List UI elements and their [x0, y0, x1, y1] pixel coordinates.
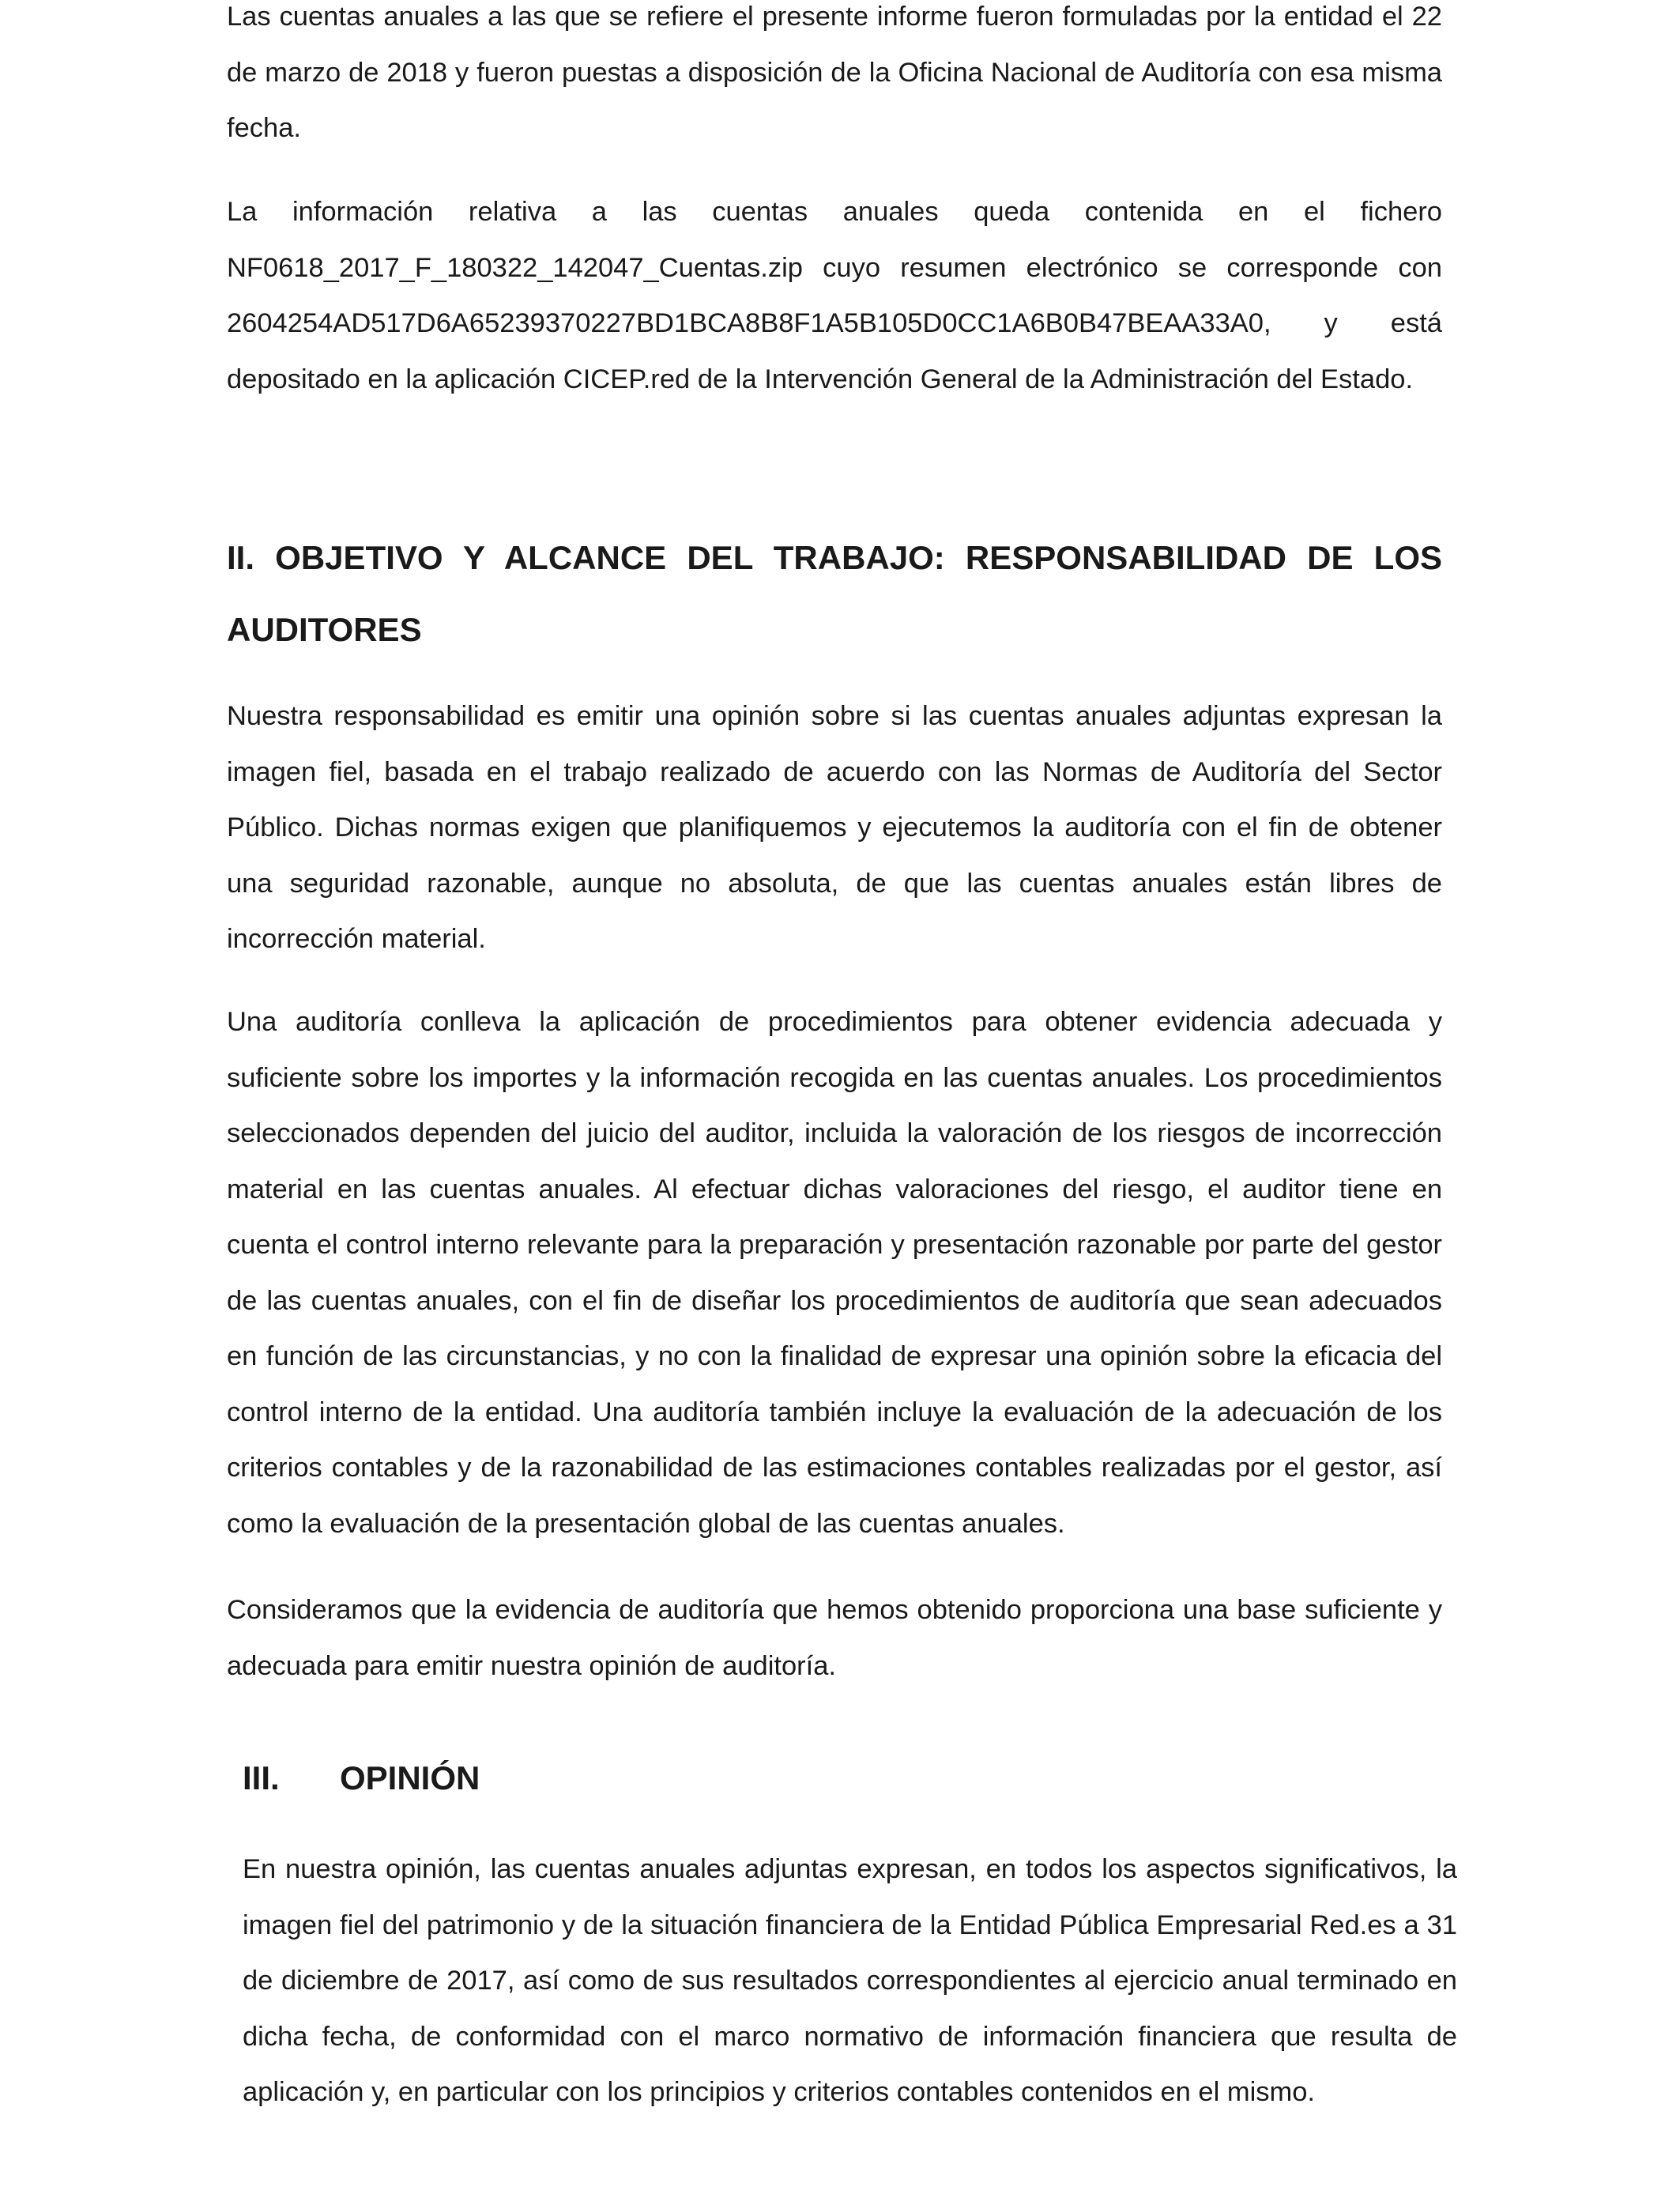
intro-paragraph-file-info: La información relativa a las cuentas anuales queda contenida en el fichero NF0618_2017_F_180322_142047_Cuentas.zip cuyo resumen electrónico se corresponde con 2604254AD517D6A65239370227BD1BCA8B8F1A5B105D0CC1A6B0B47BEAA33A0, y está depositado en la aplicación CICEP.red de la Intervención General de la Administración del Estado.	[227, 197, 1442, 394]
section-2-paragraph-procedures: Una auditoría conlleva la aplicación de procedimientos para obtener evidencia adecuada y suficiente sobre los importes y la información recogida en las cuentas anuales. Los procedimientos seleccionados dependen del juicio del auditor, incluida la valoración de los riesgos de incorrección material en las cuentas anuales. Al efectuar dichas valoraciones del riesgo, el auditor tiene en cuenta el control interno relevante para la preparación y presentación razonable por parte del gestor de las cuentas anuales, con el fin de diseñar los procedimientos de auditoría que sean adecuados en función de las circunstancias, y no con la finalidad de expresar una opinión sobre la eficacia del control interno de la entidad. Una auditoría también incluye la evaluación de la adecuación de los criterios contables y de la razonabilidad de las estimaciones contables realizadas por el gestor, así como la evaluación de la presentación global de las cuentas anuales.	[227, 1007, 1442, 1539]
section-2-heading: II. OBJETIVO Y ALCANCE DEL TRABAJO: RESPONSABILIDAD DE LOS AUDITORES	[227, 539, 1442, 648]
intro-paragraph-formulation: Las cuentas anuales a las que se refiere el presente informe fueron formuladas por la entidad el 22 de marzo de 2018 y fueron puestas a disposición de la Oficina Nacional de Auditoría con esa misma fecha.	[227, 2, 1442, 143]
section-3-paragraph-opinion: En nuestra opinión, las cuentas anuales adjuntas expresan, en todos los aspectos significativos, la imagen fiel del patrimonio y de la situación financiera de la Entidad Pública Empresarial Red.es a 31 de diciembre de 2017, así como de sus resultados correspondientes al ejercicio anual terminado en dicha fecha, de conformidad con el marco normativo de información financiera que resulta de aplicación y, en particular con los principios y criterios contables contenidos en el mismo.	[243, 1854, 1457, 2107]
section-3-title: OPINIÓN	[340, 1759, 480, 1796]
section-3-heading	[243, 1751, 480, 1806]
section-2-paragraph-responsibility: Nuestra responsabilidad es emitir una opinión sobre si las cuentas anuales adjuntas expresan la imagen fiel, basada en el trabajo realizado de acuerdo con las Normas de Auditoría del Sector Público. Dichas normas exigen que planifiquemos y ejecutemos la auditoría con el fin de obtener una seguridad razonable, aunque no absoluta, de que las cuentas anuales están libres de incorrección material.	[227, 701, 1442, 954]
section-3-number: III.	[243, 1759, 280, 1796]
section-2-paragraph-evidence: Consideramos que la evidencia de auditoría que hemos obtenido proporciona una base suficiente y adecuada para emitir nuestra opinión de auditoría.	[227, 1595, 1442, 1681]
